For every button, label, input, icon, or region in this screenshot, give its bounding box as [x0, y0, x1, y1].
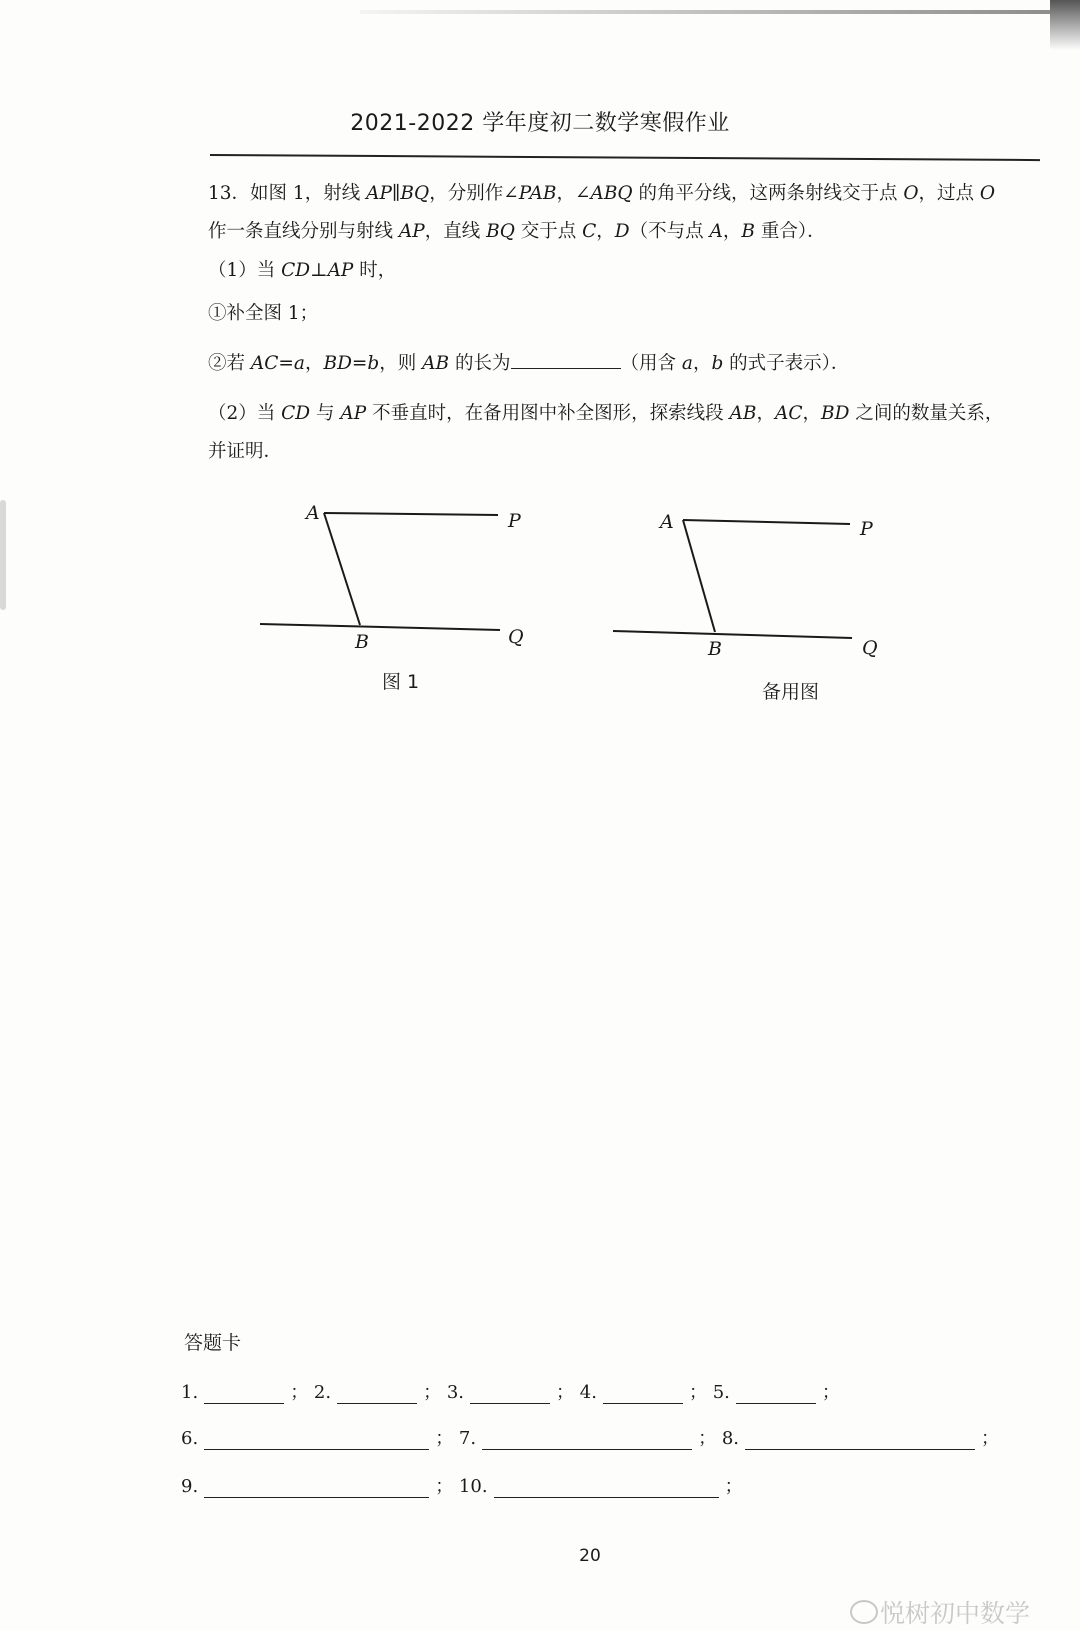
text-run: = — [351, 353, 368, 374]
fig1-segment-ab — [324, 513, 360, 625]
answer-blank-2[interactable] — [337, 1383, 417, 1404]
text-run: ， — [304, 353, 324, 374]
figure-1-diagram — [250, 495, 530, 653]
fig1-line-bq — [260, 624, 500, 630]
text-run: 与 — [310, 403, 341, 424]
math-symbol: AP — [340, 403, 367, 424]
math-symbol: O — [903, 183, 919, 204]
text-run: 时， — [353, 260, 397, 281]
answer-blank-3[interactable] — [470, 1383, 550, 1404]
math-symbol: ABQ — [590, 183, 633, 204]
math-symbol: B — [741, 221, 756, 242]
sep: ； — [821, 1382, 840, 1403]
answer-label-1: 1. — [181, 1382, 199, 1403]
question-line-7 — [208, 438, 282, 466]
watermark: 悦树初中数学 — [880, 1599, 1031, 1628]
fig1-label-b: B — [355, 631, 369, 653]
fig1-label-q: Q — [508, 626, 524, 648]
math-symbol: a — [681, 353, 693, 374]
question-line-6 — [208, 400, 1003, 428]
text-run: （1）当 — [208, 260, 282, 281]
sep: ； — [688, 1382, 707, 1403]
answer-blank-9[interactable] — [204, 1477, 429, 1498]
answer-label-6: 6. — [181, 1428, 199, 1449]
text-run: 的式子表示）． — [723, 353, 850, 374]
math-symbol: BQ — [486, 221, 515, 242]
answer-label-10: 10. — [458, 1476, 488, 1497]
answer-label-3: 3. — [446, 1382, 465, 1403]
fig2-segment-ab — [683, 520, 715, 632]
text-run: （不与点 — [629, 221, 710, 242]
sep: ； — [435, 1428, 454, 1449]
text-run: 之间的数量关系， — [849, 403, 1004, 424]
scan-edge-top — [360, 10, 1080, 14]
text-run: 的角平分线，这两条射线交于点 — [632, 183, 904, 204]
math-symbol: AP — [327, 260, 354, 281]
answer-row-1 — [181, 1378, 840, 1404]
math-symbol: C — [582, 221, 597, 242]
question-line-5-part-a — [208, 353, 511, 374]
math-symbol: AP — [398, 221, 425, 242]
sep: ； — [556, 1382, 575, 1403]
fig1-ray-ap — [324, 513, 498, 515]
answer-label-4: 4. — [579, 1382, 597, 1403]
text-run: ， — [756, 403, 775, 424]
text-run: ⊥ — [310, 260, 328, 281]
text-run: ①补全图 1； — [208, 303, 319, 324]
text-run: （2）当 — [208, 403, 282, 424]
header-rule — [210, 154, 1040, 161]
text-run: 13．如图 1，射线 — [208, 183, 367, 204]
figure-1-caption: 图 1 — [382, 671, 420, 693]
math-symbol: AP∥BQ — [366, 183, 430, 204]
text-run: ， — [692, 353, 712, 374]
answer-row-2 — [181, 1424, 999, 1450]
answer-blank-4[interactable] — [603, 1383, 683, 1404]
math-symbol: b — [711, 353, 724, 374]
sep: ； — [290, 1382, 309, 1403]
answer-blank-1[interactable] — [204, 1383, 284, 1404]
wechat-icon — [850, 1600, 878, 1624]
text-run: ， — [802, 403, 822, 424]
math-symbol: BD — [821, 403, 850, 424]
text-run: ， — [596, 221, 615, 242]
sep: ； — [423, 1382, 442, 1403]
math-symbol: BD — [323, 353, 352, 374]
text-run: 并证明． — [208, 441, 283, 462]
text-run: 作一条直线分别与射线 — [208, 221, 399, 242]
sep: ； — [724, 1476, 743, 1497]
fig2-label-q: Q — [862, 637, 878, 659]
math-symbol: AB — [729, 403, 757, 424]
answer-blank-5[interactable] — [736, 1383, 816, 1404]
text-run: ，分别作∠ — [429, 183, 519, 204]
page-header-title: 2021-2022 学年度初二数学寒假作业 — [350, 111, 730, 136]
math-symbol: D — [614, 221, 630, 242]
question-line-2 — [208, 218, 826, 246]
sep: ； — [981, 1428, 1000, 1449]
answer-label-9: 9. — [181, 1476, 199, 1497]
text-run: 的长为 — [449, 353, 511, 374]
math-symbol: PAB — [518, 183, 557, 204]
text-run: 交于点 — [514, 221, 583, 242]
answer-label-7: 7. — [458, 1428, 477, 1449]
answer-blank-10[interactable] — [494, 1477, 719, 1498]
fig2-label-p: P — [860, 518, 873, 540]
figure-spare-caption: 备用图 — [762, 681, 820, 703]
text-run: 重合）． — [755, 221, 826, 242]
page-number: 20 — [579, 1546, 601, 1566]
answer-blank-8[interactable] — [745, 1429, 975, 1450]
answer-label-5: 5. — [712, 1382, 730, 1403]
scan-corner-shadow — [1050, 0, 1080, 50]
fig2-line-bq — [613, 631, 852, 638]
answer-row-3 — [181, 1472, 743, 1498]
question-line-5 — [208, 350, 849, 378]
math-symbol: a — [293, 353, 305, 374]
question-line-5-part-b — [621, 353, 850, 374]
math-symbol: O — [979, 183, 996, 204]
answer-label-2: 2. — [313, 1382, 332, 1403]
math-symbol: b — [367, 353, 380, 374]
figure-spare-diagram — [610, 502, 890, 660]
fig2-ray-ap — [683, 520, 850, 524]
answer-blank-ab[interactable] — [511, 350, 621, 369]
text-run: ，则 — [379, 353, 423, 374]
question-line-1 — [208, 180, 995, 208]
math-symbol: AC — [250, 353, 279, 374]
math-symbol: CD — [281, 403, 311, 424]
fig2-label-a: A — [660, 511, 674, 533]
sep: ； — [698, 1428, 717, 1449]
math-symbol: AC — [774, 403, 803, 424]
text-run: 不垂直时，在备用图中补全图形，探索线段 — [366, 403, 730, 424]
question-line-3 — [208, 257, 396, 285]
math-symbol: AB — [422, 353, 450, 374]
fig1-label-a: A — [306, 502, 320, 524]
question-line-4 — [208, 300, 318, 328]
answer-blank-7[interactable] — [482, 1429, 692, 1450]
answer-card-title: 答题卡 — [184, 1332, 242, 1354]
fig1-label-p: P — [508, 510, 521, 532]
text-run: ，∠ — [556, 183, 591, 204]
fig2-label-b: B — [708, 638, 722, 660]
text-run: ，直线 — [424, 221, 487, 242]
math-symbol: CD — [281, 260, 311, 281]
answer-blank-6[interactable] — [204, 1429, 429, 1450]
text-run: （用含 — [620, 353, 682, 374]
text-run: ②若 — [208, 353, 251, 374]
text-run: = — [278, 353, 294, 374]
sep: ； — [435, 1476, 454, 1497]
scan-edge-left — [0, 500, 6, 610]
math-symbol: A — [709, 221, 723, 242]
answer-label-8: 8. — [721, 1428, 740, 1449]
text-run: ， — [722, 221, 742, 242]
text-run: ，过点 — [918, 183, 980, 204]
